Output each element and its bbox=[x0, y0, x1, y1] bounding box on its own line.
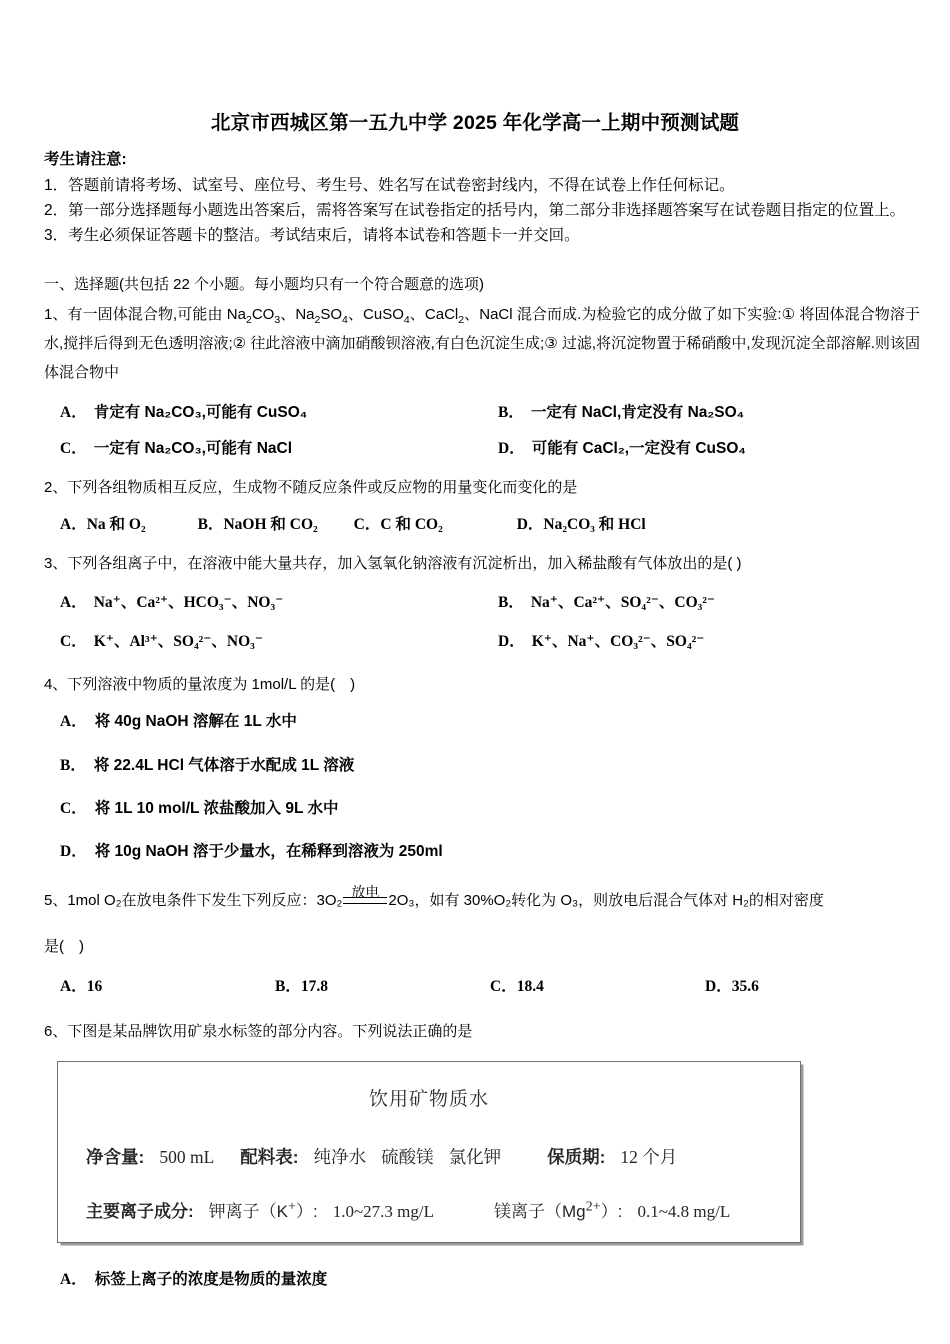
question-5-option-b[interactable] bbox=[275, 974, 490, 996]
option-marker: A． bbox=[60, 713, 87, 731]
question-6-option-a[interactable] bbox=[44, 1267, 920, 1289]
question-3-option-a[interactable] bbox=[44, 591, 482, 614]
potassium-ion-tail: ）: bbox=[296, 1202, 318, 1222]
option-text: Na⁺、Ca²⁺、HCO₃⁻、NO₃⁻ bbox=[93, 593, 284, 611]
option-marker: B． bbox=[60, 756, 86, 774]
option-text: 35.6 bbox=[731, 977, 759, 995]
question-5-number: 5、 bbox=[44, 892, 68, 910]
option-text: 肯定有 Na₂CO₃,可能有 CuSO₄ bbox=[93, 403, 308, 421]
question-5-options bbox=[44, 974, 920, 996]
question-2-option-b[interactable] bbox=[198, 516, 318, 533]
question-5-stem-b: 2O₃，如有 30%O₂转化为 O₃，则放电后混合气体对 H₂的相对密度 bbox=[388, 892, 824, 910]
question-1-option-a[interactable] bbox=[44, 401, 482, 424]
option-marker: D． bbox=[705, 977, 732, 995]
option-marker: C． bbox=[60, 439, 87, 457]
question-6-stem-text: 下图是某品牌饮用矿泉水标签的部分内容。下列说法正确的是 bbox=[67, 1022, 473, 1040]
question-1-option-b[interactable] bbox=[482, 401, 920, 424]
option-marker: C． bbox=[60, 799, 87, 817]
question-1-number: 1、 bbox=[44, 305, 68, 323]
net-content-value: 500 mL bbox=[159, 1147, 215, 1168]
formula-na2co3: $Na_2CO_3$ bbox=[226, 305, 281, 326]
question-1-stem-b: 混合而成.为检验它的成分做了如下实验:① 将固体混合物溶于水,搅拌后得到无色透明溶液;② 往此溶液中滴加硝酸钡溶液,有白色沉淀生成;③ 过滤,将沉淀物置于稀硝酸中,发现沉淀全部溶解.则该固体混合物中 bbox=[44, 305, 920, 382]
formula-cacl2: CaCl$_2$ bbox=[424, 305, 465, 326]
option-text: Na⁺、Ca²⁺、SO₄²⁻、CO₃²⁻ bbox=[530, 593, 716, 611]
mineral-water-label-figure bbox=[44, 1061, 920, 1243]
option-marker: A． bbox=[60, 403, 87, 421]
question-4-option-b[interactable] bbox=[44, 754, 920, 777]
option-marker: D． bbox=[516, 516, 544, 534]
option-marker: B． bbox=[275, 977, 301, 995]
option-marker: D． bbox=[498, 439, 525, 457]
option-marker: B． bbox=[498, 593, 524, 611]
option-marker: D． bbox=[498, 632, 525, 650]
ingredient-1: 纯净水 bbox=[313, 1147, 367, 1168]
section-heading: 一、选择题(共包括 22 个小题。每小题均只有一个符合题意的选项) bbox=[44, 276, 485, 294]
option-text: Na 和 O₂ bbox=[86, 516, 146, 534]
question-6-stem bbox=[44, 1020, 920, 1043]
question-5-option-d[interactable] bbox=[705, 974, 920, 996]
ingredient-2: 硫酸镁 bbox=[381, 1147, 434, 1168]
question-3-number: 3、 bbox=[44, 555, 68, 573]
magnesium-ion-value: 0.1~4.8 mg/L bbox=[637, 1202, 731, 1222]
option-text: K⁺、Al³⁺、SO₄²⁻、NO₃⁻ bbox=[93, 632, 263, 650]
notice-line-1: 1．答题前请将考场、试室号、座位号、考生号、姓名写在试卷密封线内，不得在试卷上作任何标记。 bbox=[44, 177, 735, 195]
formula-nacl: NaCl bbox=[479, 305, 513, 323]
question-2-option-c[interactable] bbox=[354, 516, 443, 533]
question-1-option-c[interactable] bbox=[44, 437, 482, 460]
question-3-option-c[interactable] bbox=[44, 630, 482, 653]
option-text: 18.4 bbox=[516, 977, 544, 995]
option-text: 将 40g NaOH 溶解在 1L 水中 bbox=[94, 713, 297, 731]
option-marker: A． bbox=[60, 593, 87, 611]
question-4-stem-text: 下列溶液中物质的量浓度为 1mol/L 的是( ) bbox=[67, 676, 356, 694]
question-2-number: 2、 bbox=[44, 479, 68, 497]
option-marker: A． bbox=[60, 516, 87, 534]
option-text: 可能有 CaCl₂,一定没有 CuSO₄ bbox=[531, 439, 746, 457]
question-5-option-c[interactable] bbox=[490, 974, 705, 996]
option-text: C 和 CO₂ bbox=[380, 516, 443, 534]
option-text: 标签上离子的浓度是物质的量浓度 bbox=[94, 1271, 328, 1289]
question-1-options-row-2 bbox=[44, 437, 920, 460]
label-title: 饮用矿物质水 bbox=[368, 1089, 489, 1111]
question-4-number: 4、 bbox=[44, 676, 68, 694]
question-1-option-d[interactable] bbox=[482, 437, 920, 460]
question-5-option-a[interactable] bbox=[60, 974, 275, 996]
formula-na2so4: $Na_2SO_4$ bbox=[295, 305, 348, 326]
option-text: 一定有 NaCl,肯定没有 Na₂SO₄ bbox=[530, 403, 745, 421]
option-marker: D． bbox=[60, 843, 87, 861]
ingredients-key: 配料表: bbox=[240, 1147, 299, 1168]
question-1-options-row-1 bbox=[44, 401, 920, 424]
question-4-option-d[interactable] bbox=[44, 840, 920, 863]
document-body bbox=[44, 148, 920, 1289]
option-marker: C． bbox=[490, 977, 517, 995]
option-marker: C． bbox=[60, 632, 87, 650]
page-title: 北京市西城区第一五九中学 2025 年化学高一上期中预测试题 bbox=[210, 112, 740, 134]
option-text: NaOH 和 CO₂ bbox=[223, 516, 318, 534]
shelf-life-value: 12 个月 bbox=[620, 1147, 678, 1168]
option-text: Na₂CO₃ 和 HCl bbox=[543, 516, 646, 534]
notice-line-2: 2．第一部分选择题每小题选出答案后，需将答案写在试卷指定的括号内，第二部分非选择题答案写在试卷题目指定的位置上。 bbox=[44, 202, 906, 220]
question-4-options bbox=[44, 710, 920, 863]
option-text: 将 1L 10 mol/L 浓盐酸加入 9L 水中 bbox=[94, 799, 339, 817]
option-text: 16 bbox=[86, 977, 103, 995]
question-5-stem-a: 1mol O₂在放电条件下发生下列反应：3O₂ bbox=[67, 892, 343, 910]
potassium-ion-name: 钾离子（K bbox=[208, 1202, 289, 1222]
reaction-condition-label: 放电 bbox=[351, 884, 380, 901]
question-4-option-c[interactable] bbox=[44, 797, 920, 820]
option-text: 17.8 bbox=[300, 977, 328, 995]
question-2-option-a[interactable] bbox=[60, 516, 146, 533]
label-ions-row bbox=[86, 1197, 730, 1222]
label-box bbox=[57, 1061, 801, 1243]
question-3-options-row-1 bbox=[44, 591, 920, 614]
question-5-stem-c: 是( ) bbox=[44, 937, 84, 955]
potassium-ion-charge: + bbox=[288, 1198, 296, 1215]
ingredient-3: 氯化钾 bbox=[448, 1147, 502, 1168]
question-5-stem bbox=[44, 884, 920, 912]
potassium-ion-value: 1.0~27.3 mg/L bbox=[332, 1202, 435, 1222]
option-text: K⁺、Na⁺、CO₃²⁻、SO₄²⁻ bbox=[531, 632, 705, 650]
magnesium-ion-charge: 2+ bbox=[585, 1198, 601, 1215]
question-3-option-b[interactable] bbox=[482, 591, 920, 614]
question-3-options-row-2 bbox=[44, 630, 920, 653]
magnesium-ion-name: 镁离子（Mg bbox=[494, 1202, 586, 1222]
question-2-stem bbox=[44, 476, 920, 499]
question-6-number: 6、 bbox=[44, 1022, 68, 1040]
question-1-stem: 1、有一固体混合物,可能由 $Na_2CO_3$、$Na_2SO_4$、CuSO$_4$、CaCl$_2$、NaCl 混合而成.为检验它的成分做了如下实验:① 将固体混合物溶于水,搅拌后得到无色透明溶液;② 往此溶液中滴加硝酸钡溶液,有白色沉淀生成;③ 过滤,将沉淀物置于稀硝酸中,发现沉淀全部溶解.则该固体混合物中 bbox=[44, 305, 920, 382]
formula-cuso4: CuSO$_4$ bbox=[363, 305, 410, 326]
label-info-row bbox=[86, 1144, 677, 1169]
option-text: 将 22.4L HCl 气体溶于水配成 1L 溶液 bbox=[93, 756, 355, 774]
question-1-stem-a: 有一固体混合物,可能由 bbox=[67, 305, 227, 323]
option-text: 将 10g NaOH 溶于少量水，在稀释到溶液为 250ml bbox=[94, 843, 443, 861]
question-3-option-d[interactable] bbox=[482, 630, 920, 653]
option-marker: A． bbox=[60, 977, 87, 995]
question-4-stem bbox=[44, 673, 920, 696]
option-marker: A． bbox=[60, 1271, 87, 1289]
magnesium-ion-tail: ）: bbox=[600, 1202, 623, 1222]
notice-heading: 考生请注意: bbox=[44, 151, 127, 168]
shelf-life-key: 保质期: bbox=[547, 1147, 606, 1168]
option-marker: C． bbox=[353, 516, 381, 534]
question-3-stem-text: 下列各组离子中，在溶液中能大量共存，加入氢氧化钠溶液有沉淀析出，加入稀盐酸有气体放出的是( ) bbox=[67, 555, 742, 573]
question-2-option-d[interactable] bbox=[517, 516, 646, 533]
notice-line-3: 3．考生必须保证答题卡的整洁。考试结束后，请将本试卷和答题卡一并交回。 bbox=[44, 227, 580, 245]
question-2-stem-text: 下列各组物质相互反应，生成物不随反应条件或反应物的用量变化而变化的是 bbox=[67, 479, 578, 497]
net-content-key: 净含量: bbox=[86, 1147, 145, 1168]
option-marker: B． bbox=[197, 516, 224, 534]
reaction-double-bar bbox=[343, 897, 387, 904]
option-text: 一定有 Na₂CO₃,可能有 NaCl bbox=[93, 439, 293, 457]
question-3-stem bbox=[44, 552, 920, 575]
option-marker: B． bbox=[498, 403, 524, 421]
question-4-option-a[interactable] bbox=[44, 710, 920, 733]
ions-key: 主要离子成分: bbox=[86, 1202, 194, 1222]
question-2-options bbox=[44, 512, 920, 534]
